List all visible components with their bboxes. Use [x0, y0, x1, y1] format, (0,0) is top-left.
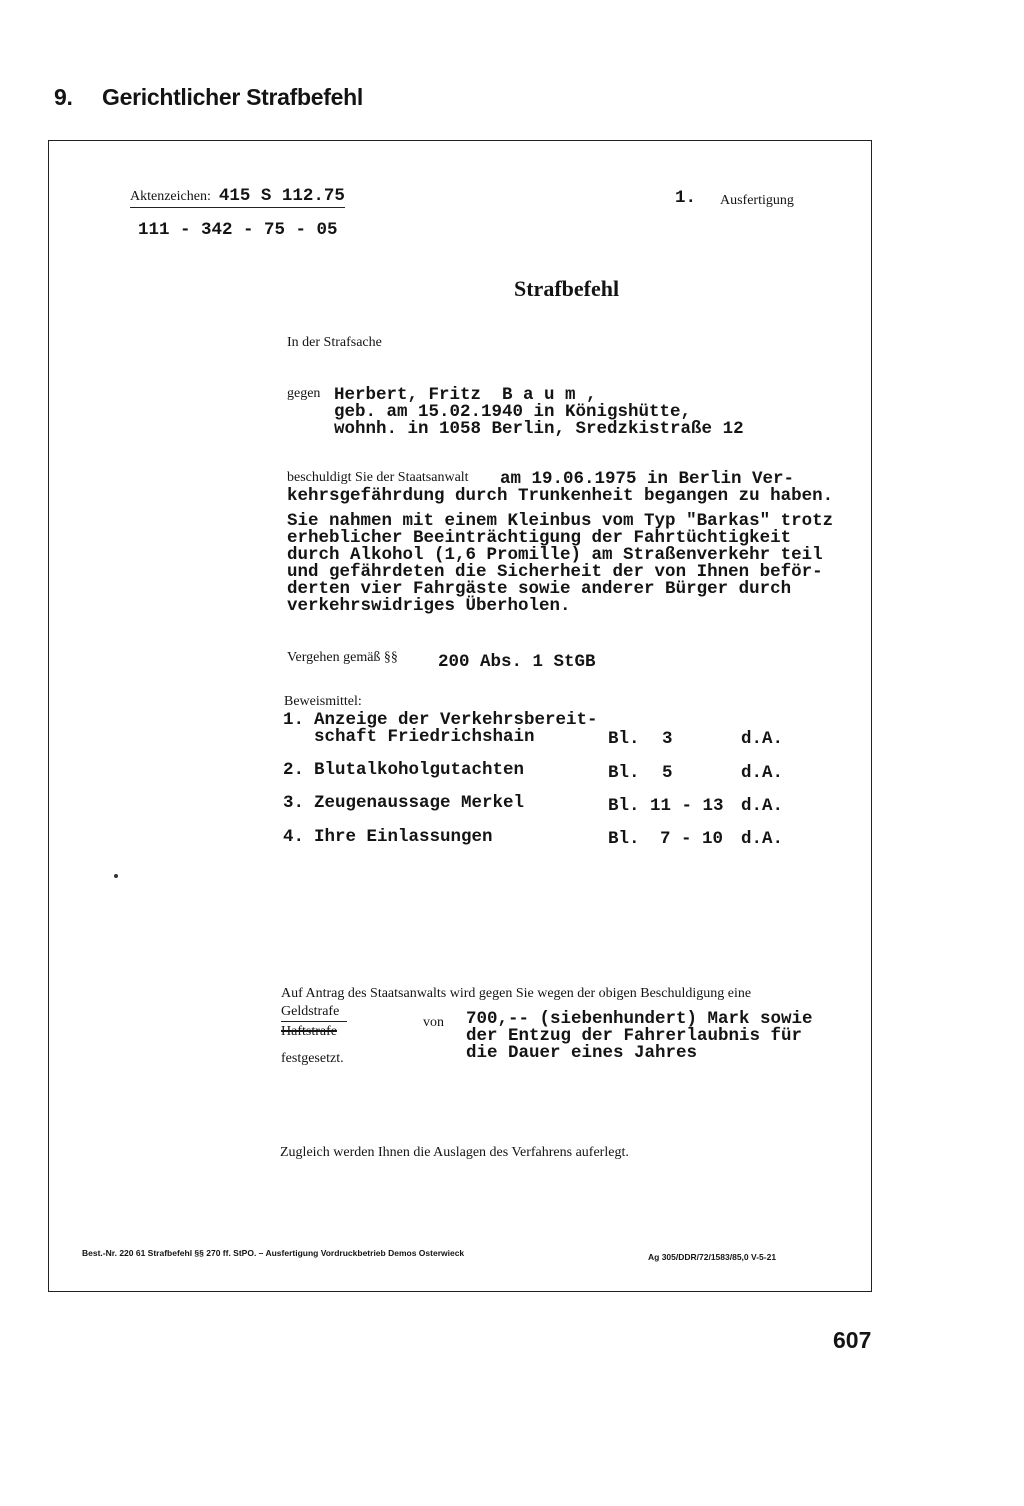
charge-paragraph-line: durch Alkohol (1,6 Promille) am Straßenverkehr teil [287, 545, 823, 565]
penalty-line: die Dauer eines Jahres [466, 1043, 698, 1063]
file-number: 111 - 342 - 75 - 05 [138, 220, 338, 240]
penalty-line: 700,-- (siebenhundert) Mark sowie [466, 1009, 813, 1029]
copy-number: 1. [675, 188, 697, 208]
evidence-item-number: 1. [283, 710, 305, 730]
evidence-item-text: Ihre Einlassungen [314, 827, 493, 847]
evidence-item-number: 3. [283, 793, 305, 813]
accused-name: Herbert, Fritz B a u m , [334, 385, 597, 405]
evidence-item-pages: 7 - 10 [660, 829, 724, 849]
evidence-item-pages: 3 [662, 729, 673, 749]
aktenzeichen-label: Aktenzeichen: [130, 189, 211, 204]
aktenzeichen-value: 415 S 112.75 [218, 186, 345, 206]
page-number: 607 [833, 1327, 872, 1353]
aktenzeichen-row [130, 186, 345, 208]
charge-paragraph-line: verkehrswidriges Überholen. [287, 596, 571, 616]
evidence-item-pages: 5 [662, 763, 673, 783]
speck-mark [114, 874, 118, 878]
charge-paragraph-line: und gefährdeten die Sicherheit der von Ihnen beför- [287, 562, 823, 582]
costs-text: Zugleich werden Ihnen die Auslagen des Verfahrens auferlegt. [280, 1145, 629, 1160]
case-intro: In der Strafsache [287, 335, 382, 350]
offense-label: Vergehen gemäß §§ [287, 650, 398, 665]
charge-paragraph-line: derten vier Fahrgäste sowie anderer Bürger durch [287, 579, 792, 599]
charge-line-2: kehrsgefährdung durch Trunkenheit begangen zu haben. [287, 486, 834, 506]
section-heading [54, 84, 363, 111]
motion-text: Auf Antrag des Staatsanwalts wird gegen Sie wegen der obigen Beschuldigung eine [281, 986, 752, 1001]
offense-value: 200 Abs. 1 StGB [438, 652, 596, 672]
charge-paragraph-line: Sie nahmen mit einem Kleinbus vom Typ "Barkas" trotz [287, 511, 834, 531]
penalty-option-fine: Geldstrafe [281, 1004, 340, 1019]
penalty-option-prison-struck: Haftstrafe [281, 1024, 337, 1039]
form-footer-right: Ag 305/DDR/72/1583/85,0 V-5-21 [648, 1252, 777, 1262]
von-label: von [423, 1015, 444, 1030]
evidence-item-da: d.A. [741, 729, 784, 749]
evidence-item-da: d.A. [741, 829, 784, 849]
against-label: gegen [287, 386, 321, 401]
charge-date-text: am 19.06.1975 in Berlin Ver- [500, 469, 795, 489]
accused-birth: geb. am 15.02.1940 in Königshütte, [334, 402, 692, 422]
section-title: Gerichtlicher Strafbefehl [102, 84, 363, 110]
evidence-item-bl: Bl. [608, 763, 640, 783]
charge-paragraph [287, 513, 833, 615]
evidence-item-bl: Bl. [608, 729, 640, 749]
document-title: Strafbefehl [514, 276, 620, 301]
evidence-item-bl: Bl. [608, 796, 640, 816]
charge-paragraph-line: erheblicher Beeinträchtigung der Fahrtüchtigkeit [287, 528, 792, 548]
accused-block [334, 387, 744, 438]
penalty-option-divider [281, 1021, 347, 1022]
charge-intro: beschuldigt Sie der Staatsanwalt [287, 470, 469, 485]
evidence-item-text: Zeugenaussage Merkel [314, 793, 525, 813]
penalty-line: der Entzug der Fahrerlaubnis für [466, 1026, 803, 1046]
evidence-item-da: d.A. [741, 763, 784, 783]
copy-label: Ausfertigung [720, 193, 794, 208]
form-footer-left: Best.-Nr. 220 61 Strafbefehl §§ 270 ff. StPO. – Ausfertigung Vordruckbetrieb Demos Osterwieck [82, 1248, 465, 1258]
evidence-item-number: 2. [283, 760, 305, 780]
fixed-label: festgesetzt. [281, 1051, 344, 1066]
evidence-item-da: d.A. [741, 796, 784, 816]
accused-address: wohnh. in 1058 Berlin, Sredzkistraße 12 [334, 419, 744, 439]
evidence-item-number: 4. [283, 827, 305, 847]
evidence-label: Beweismittel: [284, 694, 362, 709]
evidence-item-bl: Bl. [608, 829, 640, 849]
evidence-item-text: Anzeige der Verkehrsbereit- schaft Friedrichshain [314, 710, 598, 747]
penalty-text [466, 1011, 813, 1062]
evidence-item-pages: 11 - 13 [650, 796, 724, 816]
section-number: 9. [54, 84, 73, 110]
evidence-item-text: Blutalkoholgutachten [314, 760, 525, 780]
